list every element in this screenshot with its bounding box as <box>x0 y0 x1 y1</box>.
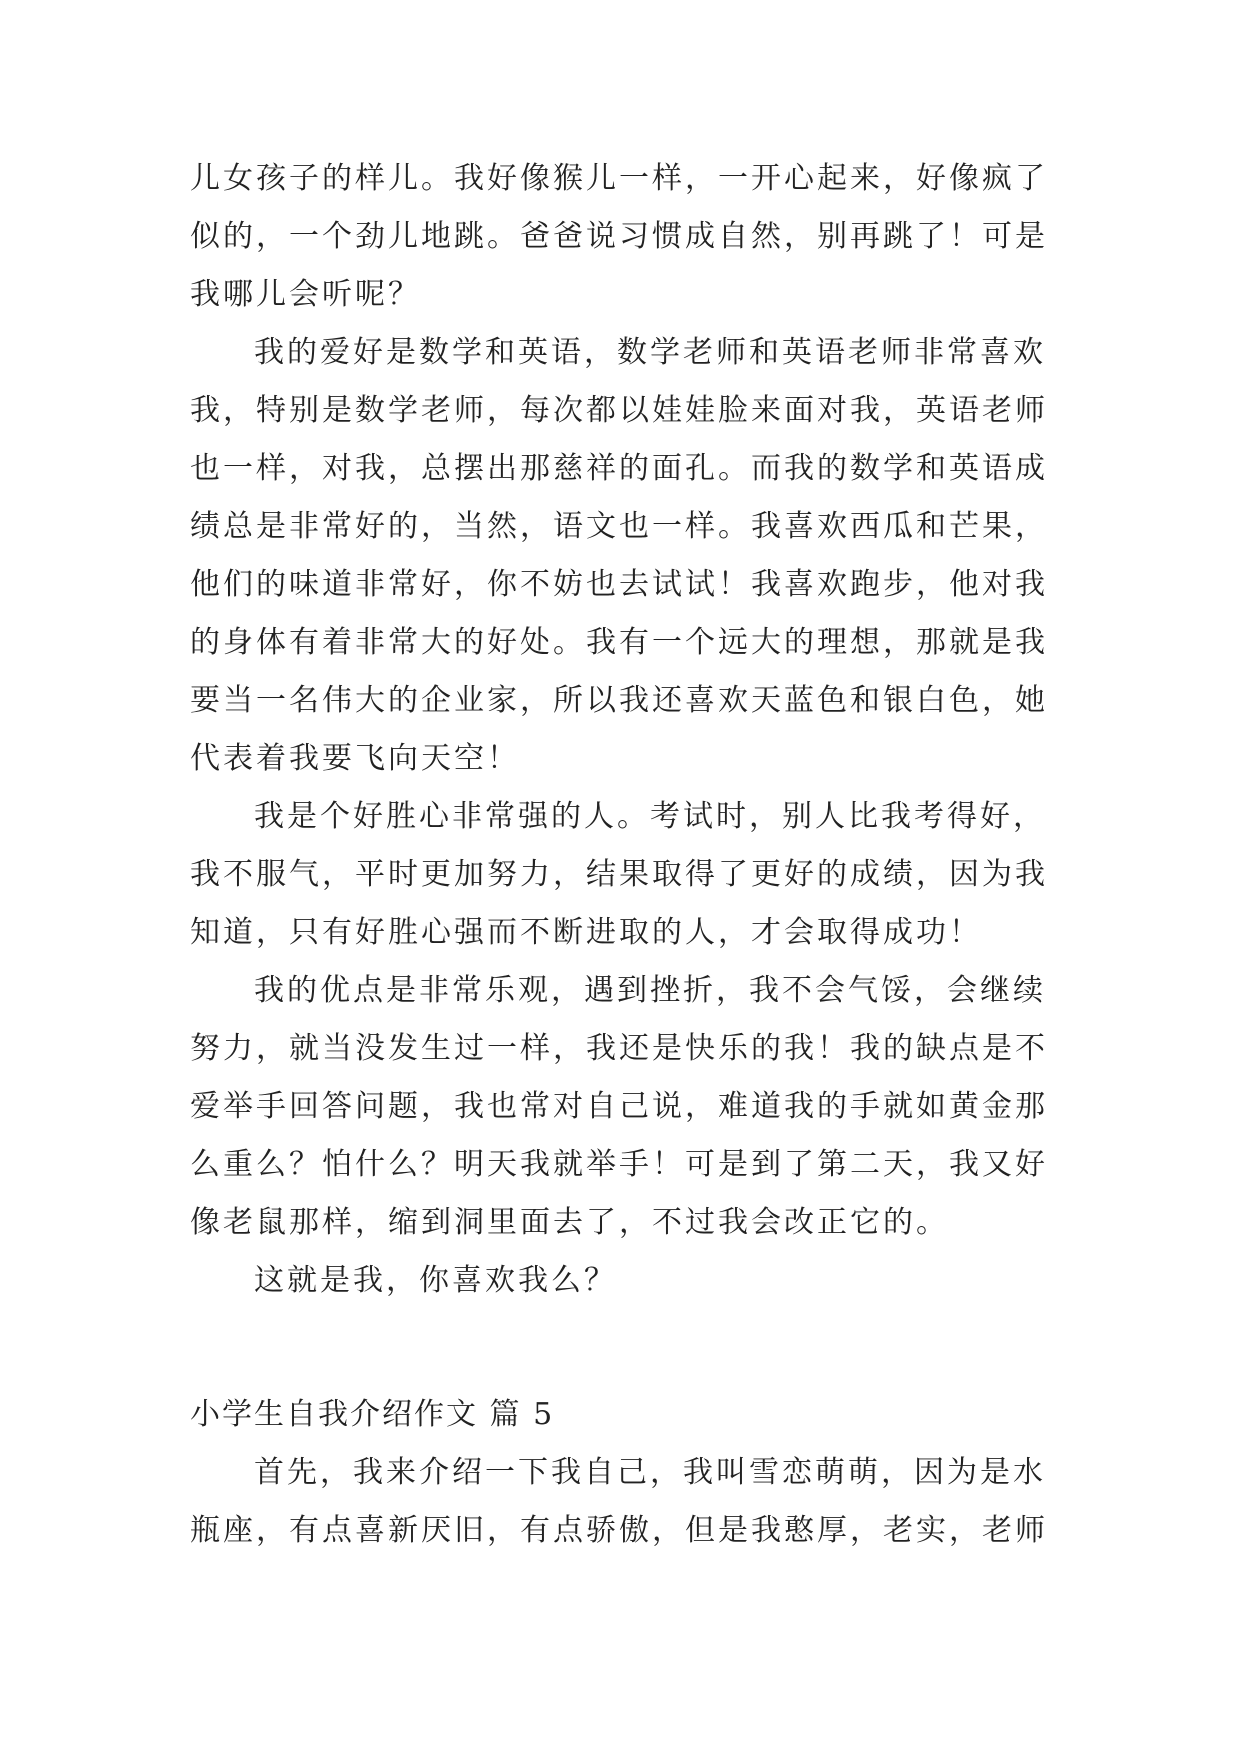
hobbies-paragraph: 我的爱好是数学和英语，数学老师和英语老师非常喜欢我，特别是数学老师，每次都以娃娃脸来面对我，英语老师也一样，对我，总摆出那慈祥的面孔。而我的数学和英语成绩总是非常好的，当然，语文也一样。我喜欢西瓜和芒果，他们的味道非常好，你不妨也去试试！我喜欢跑步，他对我的身体有着非常大的好处。我有一个远大的理想，那就是我要当一名伟大的企业家，所以我还喜欢天蓝色和银白色，她代表着我要飞向天空！ <box>190 335 1048 776</box>
section-intro-paragraph: 首先，我来介绍一下我自己，我叫雪恋萌萌，因为是水瓶座，有点喜新厌旧，有点骄傲，但是我憨厚，老实，老师 <box>190 1455 1048 1548</box>
closing-paragraph: 这就是我，你喜欢我么？ <box>254 1263 617 1298</box>
section-body <box>190 1444 1070 1560</box>
essay-body <box>190 150 1070 1310</box>
continued-paragraph: 儿女孩子的样儿。我好像猴儿一样，一开心起来，好像疯了似的，一个劲儿地跳。爸爸说习惯成自然，别再跳了！可是我哪儿会听呢？ <box>190 161 1048 312</box>
section-title: 小学生自我介绍作文 篇 5 <box>190 1397 555 1432</box>
strengths-paragraph: 我的优点是非常乐观，遇到挫折，我不会气馁，会继续努力，就当没发生过一样，我还是快乐的我！我的缺点是不爱举手回答问题，我也常对自己说，难道我的手就如黄金那么重么？怕什么？明天我就举手！可是到了第二天，我又好像老鼠那样，缩到洞里面去了，不过我会改正它的。 <box>190 973 1048 1240</box>
competitive-paragraph: 我是个好胜心非常强的人。考试时，别人比我考得好，我不服气，平时更加努力，结果取得了更好的成绩，因为我知道，只有好胜心强而不断进取的人，才会取得成功！ <box>190 799 1048 950</box>
